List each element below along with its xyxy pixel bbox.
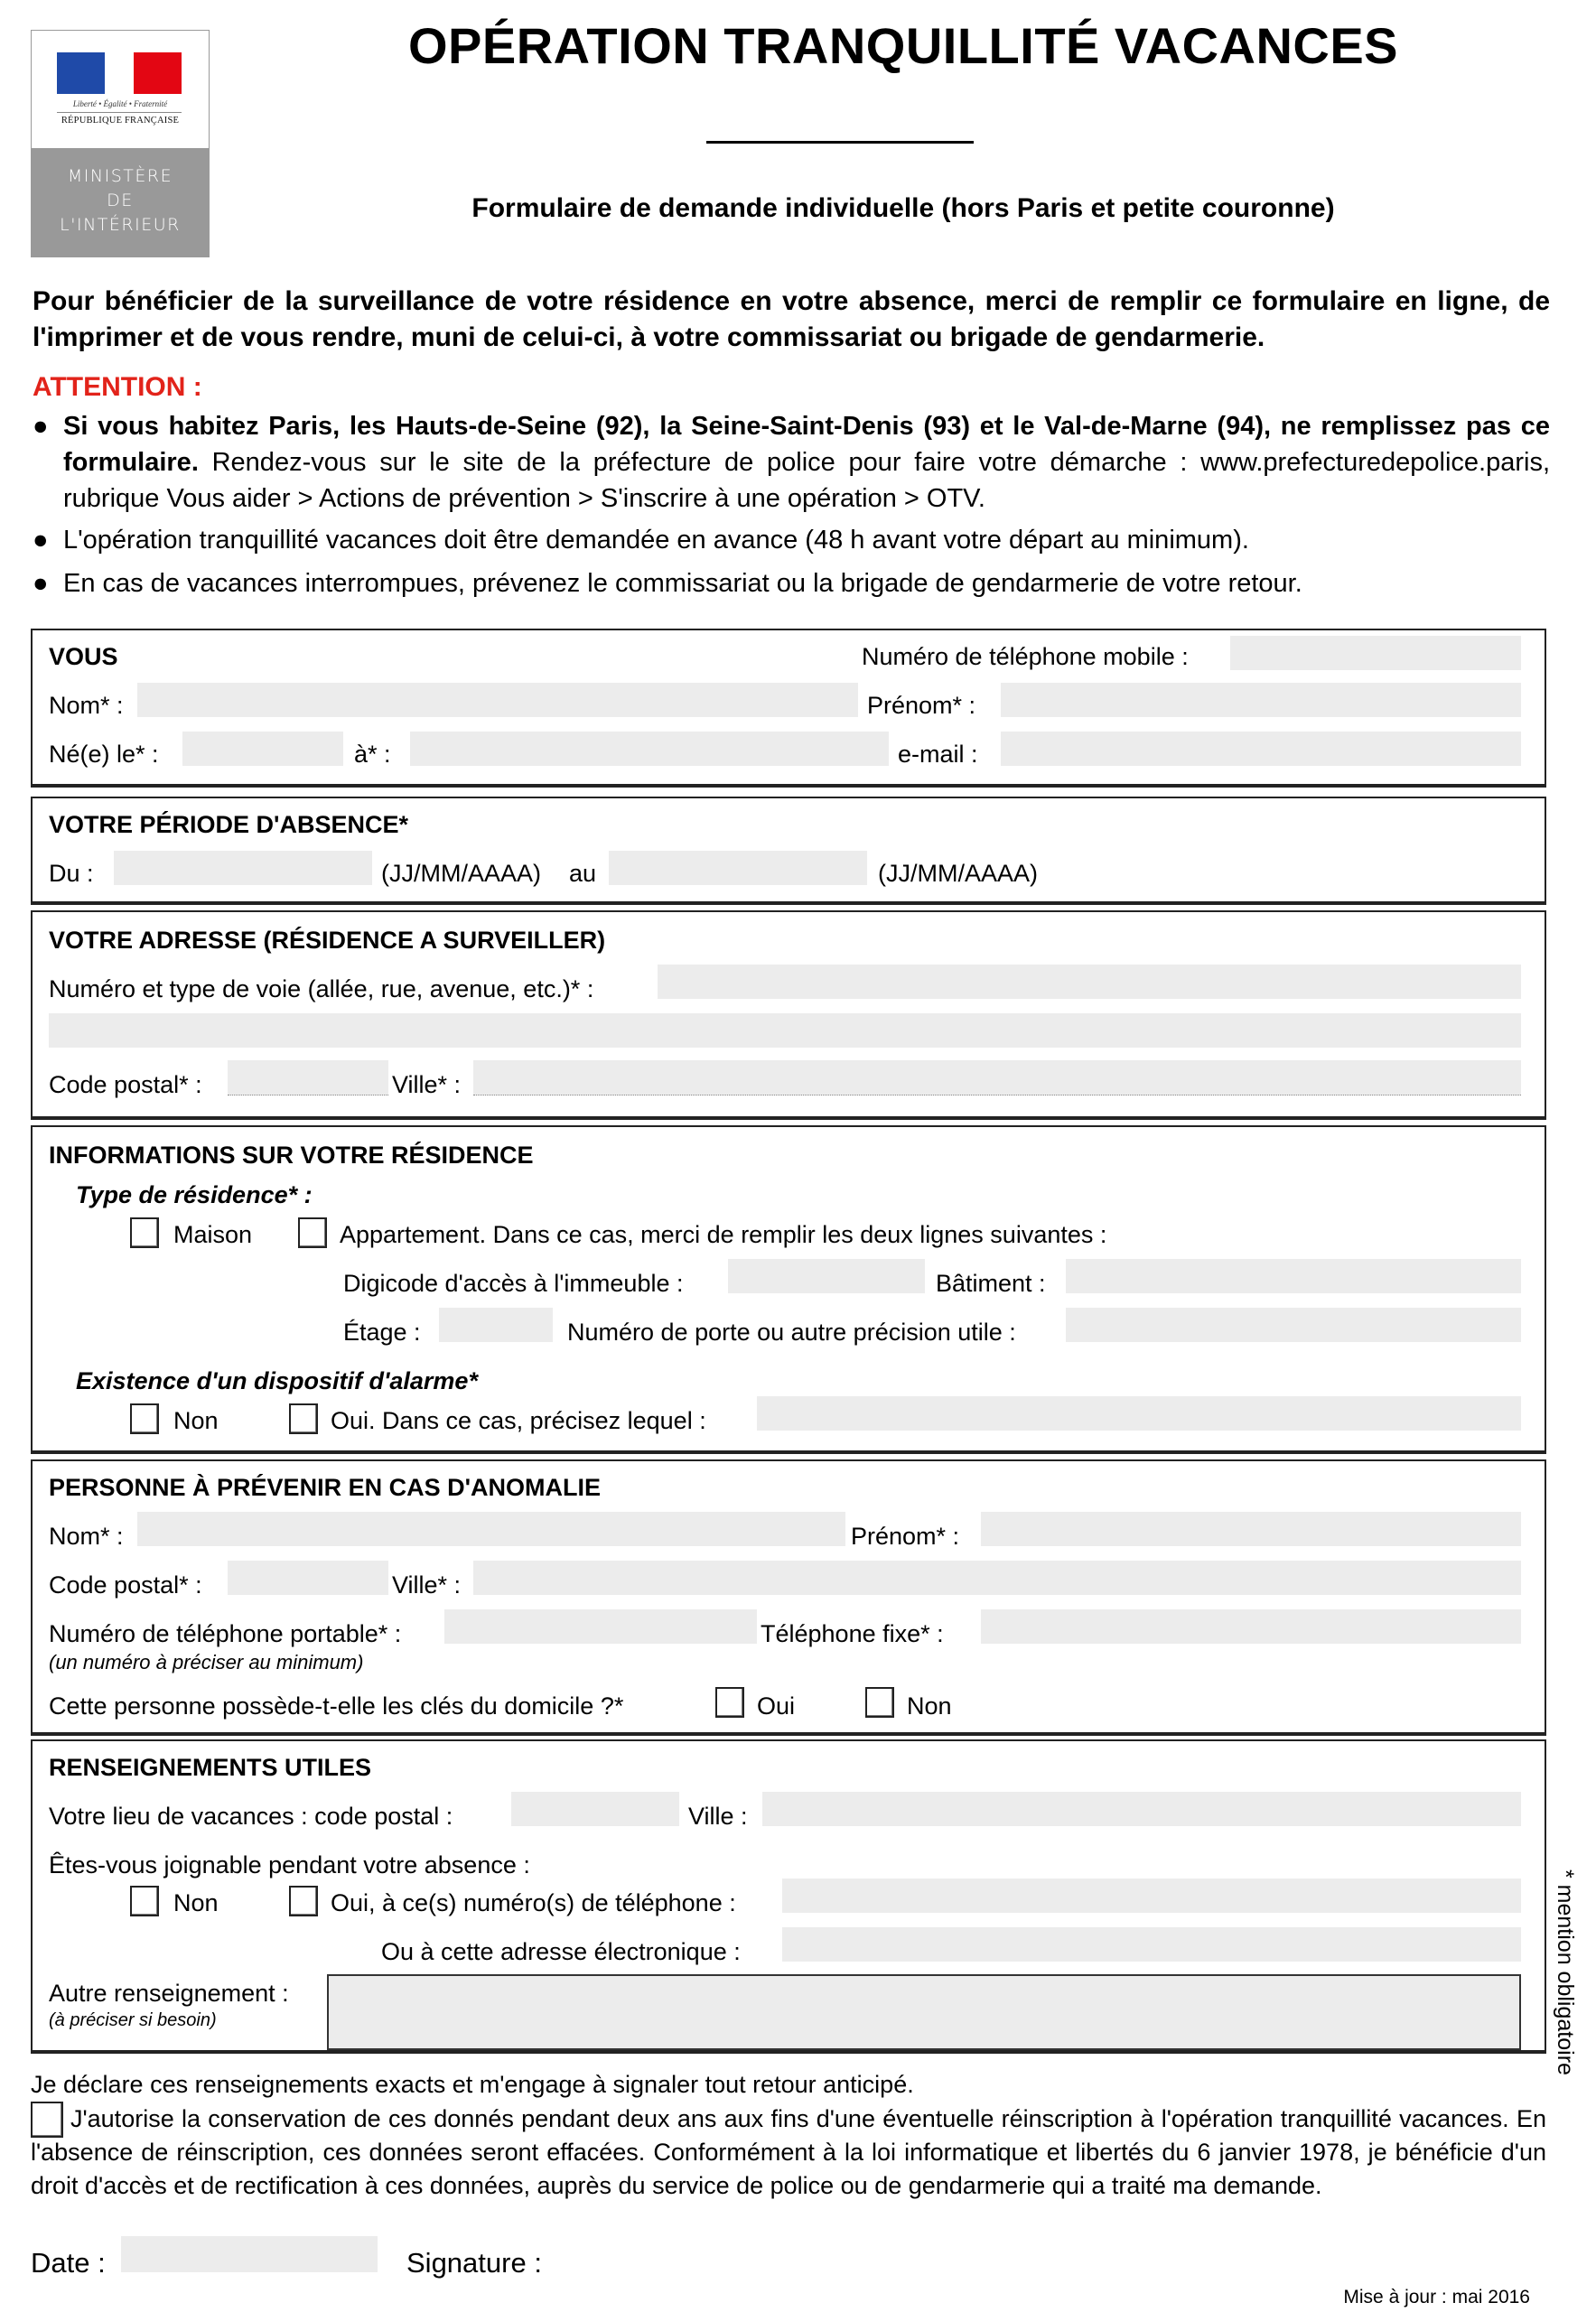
cles-oui-label: Oui [757,1692,796,1720]
portable-input[interactable] [444,1609,757,1644]
phone-note: (un numéro à préciser au minimum) [49,1651,364,1673]
section-vous [31,629,1546,788]
contact-nom-label: Nom* : [49,1523,124,1550]
portable-label: Numéro de téléphone portable* : [49,1620,402,1647]
etage-label: Étage : [343,1319,421,1346]
section-title: VOTRE PÉRIODE D'ABSENCE* [49,811,408,838]
porte-label: Numéro de porte ou autre précision utile : [567,1319,1016,1346]
contact-nom-input[interactable] [137,1512,845,1546]
cles-label: Cette personne possède-t-elle les clés du domicile ?* [49,1692,624,1720]
intro-text: Pour bénéficier de la surveillance de votre résidence en votre absence, merci de remplir ce formulaire en ligne, de l'imprimer et de vous rendre, muni de celui-ci, à votre commissariat ou brigade de gendarmerie. [33,286,1550,352]
appartement-checkbox[interactable] [298,1217,327,1248]
email-label: e-mail : [898,741,978,768]
fixe-input[interactable] [981,1609,1521,1644]
french-flag-icon [57,52,182,94]
declaration-text: Je déclare ces renseignements exacts et m'engage à signaler tout retour anticipé. [31,2071,914,2098]
contact-cp-label: Code postal* : [49,1571,202,1599]
joignable-email-input[interactable] [782,1927,1521,1962]
cles-oui-checkbox[interactable] [715,1687,744,1718]
autre-label: Autre renseignement : [49,1980,289,2007]
autre-note: (à préciser si besoin) [49,2010,217,2030]
voie-input-2[interactable] [49,1013,1521,1048]
nom-input[interactable] [137,683,858,717]
contact-prenom-label: Prénom* : [851,1523,960,1550]
autorisation-text: J'autorise la conservation de ces donnés pendant deux ans aux fins d'une éventuelle réinscription à l'opération tranquillité vacances. En l'absence de réinscription, ces données seront effacées. Conformément à la loi informatique et libertés du 6 janvier 1978, je bénéficie d'un droit d'accès et de rectification à ces données, auprès du service de police ou de gendarmerie qui a traité ma demande. [31,2105,1546,2199]
voie-label: Numéro et type de voie (allée, rue, avenue, etc.)* : [49,975,594,1002]
ministry-line: MINISTÈRE [67,166,173,186]
section-personne [31,1459,1546,1736]
date-fin-input[interactable] [609,851,867,885]
date-debut-input[interactable] [114,851,372,885]
bullet-icon: ● [33,569,49,598]
lieu-ville-input[interactable] [762,1792,1521,1826]
prenom-label: Prénom* : [867,692,976,719]
attention-bullet [33,522,1550,558]
attention-bullet [33,408,1550,517]
batiment-input[interactable] [1066,1259,1521,1293]
ministry-logo [31,30,210,257]
bullet-icon: ● [33,412,49,441]
mention-obligatoire-note: * mention obligatoire [1553,1869,1578,2075]
alarme-oui-checkbox[interactable] [289,1403,318,1434]
email-input[interactable] [1001,732,1521,766]
section-title: VOTRE ADRESSE (RÉSIDENCE A SURVEILLER) [49,927,606,954]
cles-non-checkbox[interactable] [865,1687,894,1718]
ville-input[interactable] [473,1060,1521,1095]
batiment-label: Bâtiment : [936,1270,1046,1297]
ville-label: Ville* : [392,1071,462,1098]
birthplace-label: à* : [354,741,391,768]
cles-non-label: Non [907,1692,952,1720]
appartement-label: Appartement. Dans ce cas, merci de remplir les deux lignes suivantes : [340,1221,1107,1248]
type-residence-label: Type de résidence* : [76,1181,313,1208]
date-format-hint: (JJ/MM/AAAA) [381,860,542,887]
nom-label: Nom* : [49,692,124,719]
joignable-tel-input[interactable] [782,1878,1521,1913]
republic-name: RÉPUBLIQUE FRANÇAISE [61,116,180,126]
section-title: RENSEIGNEMENTS UTILES [49,1754,372,1781]
update-date: Mise à jour : mai 2016 [1343,2287,1530,2307]
marianne-block [32,31,209,148]
fixe-label: Téléphone fixe* : [761,1620,944,1647]
cp-input[interactable] [228,1060,388,1095]
ministry-name [32,148,209,257]
section-periode [31,797,1546,905]
birthdate-label: Né(e) le* : [49,741,159,768]
maison-label: Maison [173,1221,253,1248]
logo-divider [57,112,182,113]
section-adresse [31,910,1546,1120]
joignable-label: Êtes-vous joignable pendant votre absence : [49,1851,530,1878]
bullet-icon: ● [33,526,49,555]
alarme-non-checkbox[interactable] [130,1403,159,1434]
alarme-oui-label: Oui. Dans ce cas, précisez lequel : [331,1407,706,1434]
digicode-input[interactable] [728,1259,925,1293]
signature-label: Signature : [406,2247,542,2279]
maison-checkbox[interactable] [130,1217,159,1248]
section-title: VOUS [49,643,118,670]
bullet-text: L'opération tranquillité vacances doit être demandée en avance (48 h avant votre départ au minimum). [63,526,1249,555]
cp-label: Code postal* : [49,1071,202,1098]
bullet-text [63,408,1550,517]
joignable-non-label: Non [173,1889,219,1916]
joignable-oui-checkbox[interactable] [289,1886,318,1916]
attention-label: ATTENTION : [33,372,202,402]
date-input[interactable] [121,2236,378,2272]
section-title: PERSONNE À PRÉVENIR EN CAS D'ANOMALIE [49,1474,601,1501]
bullet-rest: Rendez-vous sur le site de la préfecture de police pour faire votre démarche : www.prefecturedepolice.paris, rubrique Vous aider > Actions de prévention > S'inscrire à une opération > OTV. [63,448,1550,513]
joignable-email-label: Ou à cette adresse électronique : [381,1938,741,1965]
voie-input[interactable] [658,965,1521,999]
lieu-ville-label: Ville : [688,1803,748,1830]
du-label: Du : [49,860,94,887]
title-separator [706,141,974,144]
alarme-non-label: Non [173,1407,219,1434]
date-label: Date : [31,2247,106,2279]
attention-bullet [33,565,1550,601]
au-label: au [569,860,597,887]
ministry-line: DE [107,191,134,210]
birthdate-input[interactable] [182,732,343,766]
bullet-text: En cas de vacances interrompues, prévenez le commissariat ou la brigade de gendarmerie de votre retour. [63,569,1302,598]
page-subtitle: Formulaire de demande individuelle (hors Paris et petite couronne) [471,193,1335,223]
alarme-input[interactable] [757,1396,1521,1431]
lieu-cp-label: Votre lieu de vacances : code postal : [49,1803,453,1830]
page-title: OPÉRATION TRANQUILLITÉ VACANCES [407,17,1399,74]
joignable-non-checkbox[interactable] [130,1886,159,1916]
joignable-oui-label: Oui, à ce(s) numéro(s) de téléphone : [331,1889,736,1916]
ministry-line: L'INTÉRIEUR [60,215,181,235]
bullet-bold: Si vous habitez Paris, les Hauts-de-Seine (92), la Seine-Saint-Denis (93) et le Val-de-Marne (94), ne remplissez pas ce formulaire. [63,412,1550,477]
section-title: INFORMATIONS SUR VOTRE RÉSIDENCE [49,1142,534,1169]
lieu-cp-input[interactable] [511,1792,679,1826]
digicode-label: Digicode d'accès à l'immeuble : [343,1270,684,1297]
birthplace-input[interactable] [410,732,889,766]
prenom-input[interactable] [1001,683,1521,717]
date-format-hint: (JJ/MM/AAAA) [878,860,1039,887]
section-renseignements [31,1739,1546,2054]
contact-ville-label: Ville* : [392,1571,462,1599]
motto: Liberté • Égalité • Fraternité [72,99,168,108]
autre-textarea[interactable] [327,1974,1521,2050]
mobile-input[interactable] [1230,636,1521,670]
contact-ville-input[interactable] [473,1561,1521,1595]
etage-input[interactable] [439,1308,553,1342]
porte-input[interactable] [1066,1308,1521,1342]
contact-cp-input[interactable] [228,1561,388,1595]
contact-prenom-input[interactable] [981,1512,1521,1546]
section-residence [31,1125,1546,1454]
mobile-label: Numéro de téléphone mobile : [862,643,1189,670]
alarme-label: Existence d'un dispositif d'alarme* [76,1367,478,1394]
